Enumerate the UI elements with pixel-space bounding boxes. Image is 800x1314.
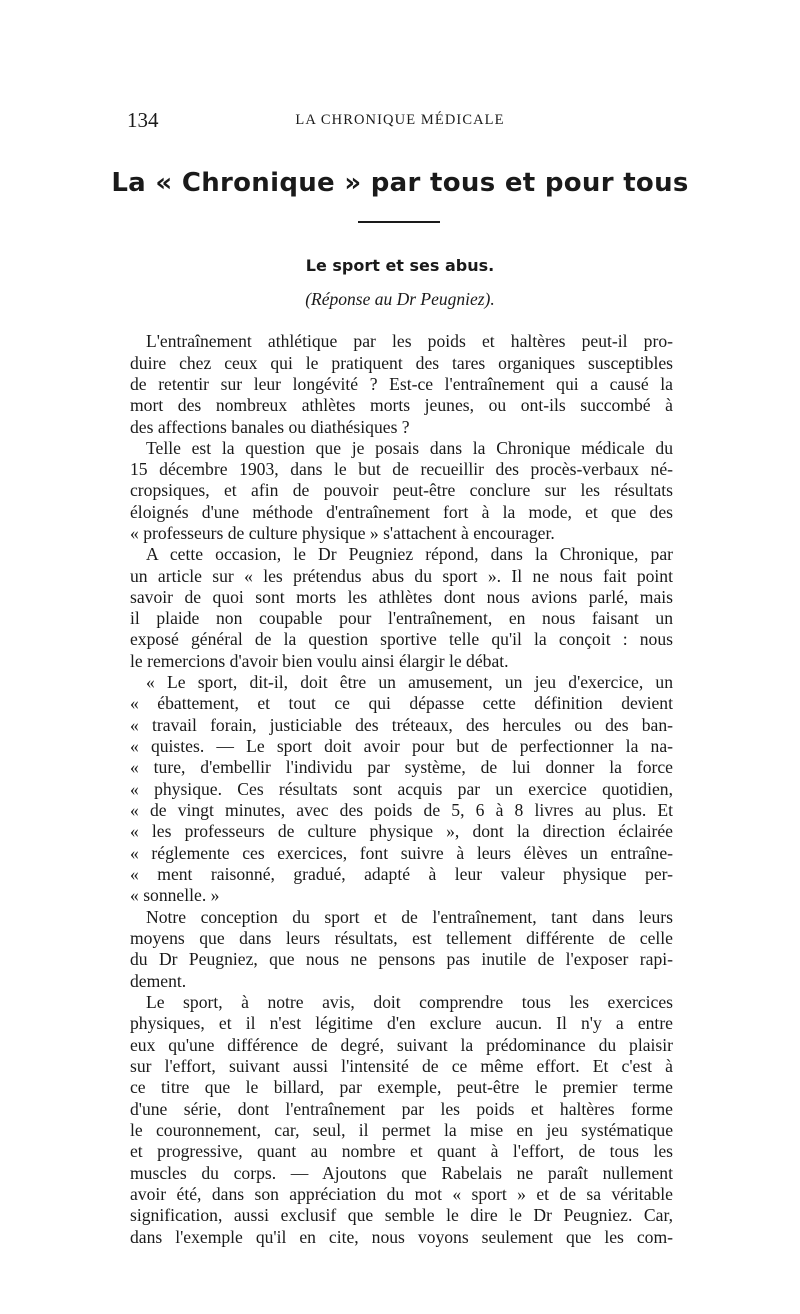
- text-line: dement.: [130, 971, 187, 991]
- text-line: « ment raisonné, gradué, adapté à leur valeur physique per-: [130, 864, 673, 884]
- text-line: ce titre que le billard, par exemple, peut-être le premier terme: [130, 1077, 673, 1097]
- text-line: « de vingt minutes, avec des poids de 5, 6 à 8 livres au plus. Et: [130, 800, 673, 820]
- text-line: du Dr Peugniez, que nous ne pensons pas inutile de l'exposer rapi-: [130, 949, 673, 969]
- article-title: Le sport et ses abus.: [305, 256, 495, 275]
- text-line: muscles du corps. — Ajoutons que Rabelais ne paraît nullement: [130, 1163, 673, 1183]
- page-number: 134: [127, 108, 159, 132]
- text-line: exposé général de la question sportive telle qu'il la conçoit : nous: [130, 629, 673, 649]
- text-line: A cette occasion, le Dr Peugniez répond, dans la Chronique, par: [146, 544, 673, 564]
- text-line: il plaide non coupable pour l'entraînement, en nous faisant un: [130, 608, 673, 628]
- section-title: La « Chronique » par tous et pour tous: [111, 168, 689, 198]
- text-line: « ture, d'embellir l'individu par système, de lui donner la force: [130, 757, 673, 777]
- text-line: « Le sport, dit-il, doit être un amusement, un jeu d'exercice, un: [146, 672, 673, 692]
- text-line: mort des nombreux athlètes morts jeunes, ou ont-ils succombé à: [130, 395, 673, 415]
- text-line: avoir été, dans son appréciation du mot « sport » et de sa véritable: [130, 1184, 673, 1204]
- text-line: signification, aussi exclusif que semble le dire le Dr Peugniez. Car,: [130, 1205, 673, 1225]
- text-line: Notre conception du sport et de l'entraînement, tant dans leurs: [146, 907, 673, 927]
- article-subtitle: (Réponse au Dr Peugniez).: [305, 289, 495, 309]
- section-divider: [358, 221, 440, 223]
- text-line: Le sport, à notre avis, doit comprendre tous les exercices: [146, 992, 673, 1012]
- text-line: dans l'exemple qu'il en cite, nous voyons seulement que les com-: [130, 1227, 673, 1247]
- text-line: de retentir sur leur longévité ? Est-ce l'entraînement qui a causé la: [130, 374, 673, 394]
- running-head: [0, 108, 800, 132]
- text-line: d'une série, dont l'entraînement par les poids et haltères forme: [130, 1099, 673, 1119]
- text-line: et progressive, quant au nombre et quant à l'effort, de tous les: [130, 1141, 673, 1161]
- text-line: « ébattement, et tout ce qui dépasse cette définition devient: [130, 693, 673, 713]
- journal-title: LA CHRONIQUE MÉDICALE: [295, 112, 505, 128]
- text-line: un article sur « les prétendus abus du sport ». Il ne nous fait point: [130, 566, 673, 586]
- text-line: L'entraînement athlétique par les poids et haltères peut-il pro-: [146, 331, 673, 351]
- text-line: cropsiques, et afin de pouvoir peut-être conclure sur les résultats: [130, 480, 673, 500]
- text-line: Telle est la question que je posais dans la Chronique médicale du: [146, 438, 673, 458]
- text-line: eux qu'une différence de degré, suivant la prédominance du plaisir: [130, 1035, 673, 1055]
- text-line: duire chez ceux qui le pratiquent des tares organiques susceptibles: [130, 353, 673, 373]
- text-line: physiques, et il n'est légitime d'en exclure aucun. Il n'y a entre: [130, 1013, 673, 1033]
- text-line: 15 décembre 1903, dans le but de recueillir des procès-verbaux né-: [130, 459, 673, 479]
- text-line: éloignés d'une méthode d'entraînement fort à la mode, et que des: [130, 502, 673, 522]
- text-line: des affections banales ou diathésiques ?: [130, 417, 410, 437]
- text-line: « physique. Ces résultats sont acquis par un exercice quotidien,: [130, 779, 673, 799]
- text-line: « professeurs de culture physique » s'attachent à encourager.: [130, 523, 555, 543]
- text-line: le remercions d'avoir bien voulu ainsi élargir le débat.: [130, 651, 509, 671]
- text-line: « sonnelle. »: [130, 885, 220, 905]
- text-line: moyens que dans leurs résultats, est tellement différente de celle: [130, 928, 673, 948]
- text-line: le couronnement, car, seul, il permet la mise en jeu systématique: [130, 1120, 673, 1140]
- text-line: « les professeurs de culture physique », dont la direction éclairée: [130, 821, 673, 841]
- text-line: savoir de quoi sont morts les athlètes dont nous avions parlé, mais: [130, 587, 673, 607]
- text-line: « travail forain, justiciable des tréteaux, des hercules ou des ban-: [130, 715, 673, 735]
- text-line: « réglemente ces exercices, font suivre à leurs élèves un entraîne-: [130, 843, 673, 863]
- text-line: sur l'effort, suivant aussi l'intensité de ce même effort. Et c'est à: [130, 1056, 673, 1076]
- text-line: « quistes. — Le sport doit avoir pour but de perfectionner la na-: [130, 736, 673, 756]
